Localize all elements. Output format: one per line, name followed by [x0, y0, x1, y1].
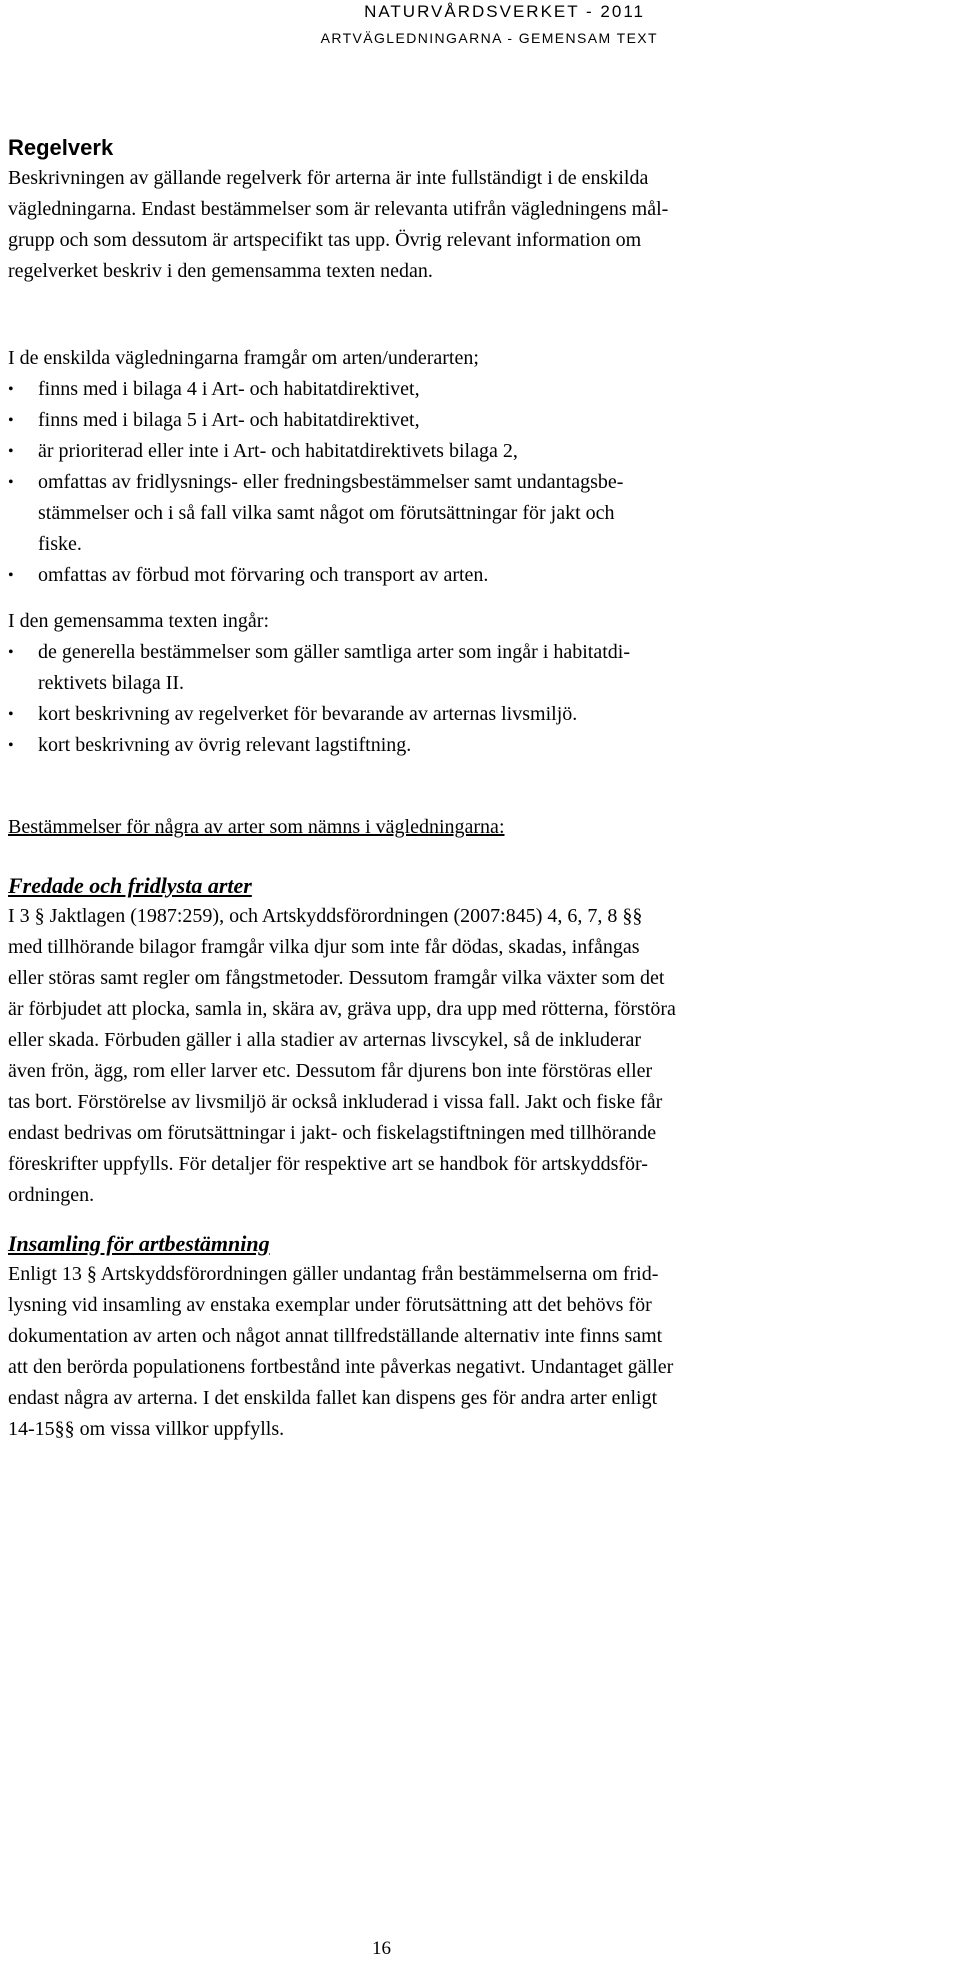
bullet-icon: • [8, 737, 14, 754]
bullet-icon: • [8, 706, 14, 723]
insamling-line: 14-15§§ om vissa villkor uppfylls. [8, 1418, 285, 1440]
fredade-line: är förbjudet att plocka, samla in, skära av, gräva upp, dra upp med rötterna, förstöra [8, 998, 676, 1020]
bestammelser-heading: Bestämmelser för några av arter som nämns i vägledningarna: [8, 816, 505, 838]
list-item [8, 374, 728, 405]
insamling-line: lysning vid insamling av enstaka exemplar under förutsättning att det behövs för [8, 1294, 652, 1316]
fredade-heading: Fredade och fridlysta arter [8, 873, 252, 898]
list-item-line: omfattas av fridlysnings- eller fredningsbestämmelser samt undantagsbe- [38, 471, 624, 493]
intro-paragraph [8, 163, 728, 287]
list1 [8, 374, 728, 591]
fredade-text [8, 901, 728, 1211]
insamling-line: Enligt 13 § Artskyddsförordningen gäller undantag från bestämmelserna om frid- [8, 1263, 659, 1285]
bullet-icon: • [8, 443, 14, 460]
list2-title: I den gemensamma texten ingår: [8, 610, 270, 632]
insamling-line: dokumentation av arten och något annat tillfredställande alternativ inte finns samt [8, 1325, 663, 1347]
list-item-line: fiske. [38, 533, 82, 555]
fredade-line: eller störas samt regler om fångstmetoder. Dessutom framgår vilka växter som det [8, 967, 665, 989]
insamling-heading: Insamling för artbestämning [8, 1231, 270, 1256]
insamling-line: endast några av arterna. I det enskilda fallet kan dispens ges för andra arter enligt [8, 1387, 658, 1409]
list1-title: I de enskilda vägledningarna framgår om arten/underarten; [8, 347, 479, 369]
list1-block [8, 343, 728, 591]
insamling-line: att den berörda populationens fortbestånd inte påverkas negativt. Undantaget gäller [8, 1356, 674, 1378]
page-number: 16 [372, 1938, 391, 1959]
fredade-block [8, 870, 728, 1211]
list-item [8, 436, 728, 467]
bestammelser-block [8, 812, 728, 843]
list-item [8, 467, 728, 560]
bullet-icon: • [8, 381, 14, 398]
intro-line: vägledningarna. Endast bestämmelser som är relevanta utifrån vägledningens mål- [8, 198, 669, 220]
bullet-icon: • [8, 644, 14, 661]
list-item-line: kort beskrivning av övrig relevant lagstiftning. [38, 734, 412, 756]
list-item-line: rektivets bilaga II. [38, 672, 185, 694]
list-item-line: finns med i bilaga 4 i Art- och habitatdirektivet, [38, 378, 420, 400]
intro-line: Beskrivningen av gällande regelverk för arterna är inte fullständigt i de enskilda [8, 167, 649, 189]
fredade-line: även frön, ägg, rom eller larver etc. Dessutom får djurens bon inte förstöras eller [8, 1060, 653, 1082]
list-item-line: finns med i bilaga 5 i Art- och habitatdirektivet, [38, 409, 420, 431]
fredade-line: tas bort. Förstörelse av livsmiljö är också inkluderad i vissa fall. Jakt och fiske får [8, 1091, 663, 1113]
list-item [8, 730, 728, 761]
fredade-line: endast bedrivas om förutsättningar i jakt- och fiskelagstiftningen med tillhörande [8, 1122, 657, 1144]
intro-line: grupp och som dessutom är artspecifikt tas upp. Övrig relevant information om [8, 229, 642, 251]
header-subtitle: ARTVÄGLEDNINGARNA - GEMENSAM TEXT [320, 30, 658, 46]
list-item-line: stämmelser och i så fall vilka samt något om förutsättningar för jakt och [38, 502, 615, 524]
intro-line: regelverket beskriv i den gemensamma texten nedan. [8, 260, 433, 282]
bullet-icon: • [8, 474, 14, 491]
fredade-line: eller skada. Förbuden gäller i alla stadier av arternas livscykel, så de inkluderar [8, 1029, 642, 1051]
list-item-line: de generella bestämmelser som gäller samtliga arter som ingår i habitatdi- [38, 641, 631, 663]
fredade-line: med tillhörande bilagor framgår vilka djur som inte får dödas, skadas, infångas [8, 936, 640, 958]
fredade-line: föreskrifter uppfylls. För detaljer för respektive art se handbok för artskyddsför- [8, 1153, 648, 1175]
list2 [8, 637, 728, 761]
list2-block [8, 606, 728, 761]
insamling-text [8, 1259, 728, 1445]
list-item-line: omfattas av förbud mot förvaring och transport av arten. [38, 564, 489, 586]
list-item [8, 699, 728, 730]
list-item-line: kort beskrivning av regelverket för bevarande av arternas livsmiljö. [38, 703, 578, 725]
list-item [8, 560, 728, 591]
fredade-line: I 3 § Jaktlagen (1987:259), och Artskyddsförordningen (2007:845) 4, 6, 7, 8 §§ [8, 905, 643, 927]
list-item-line: är prioriterad eller inte i Art- och habitatdirektivets bilaga 2, [38, 440, 518, 462]
list-item [8, 637, 728, 699]
insamling-block [8, 1228, 728, 1445]
header-title: NATURVÅRDSVERKET - 2011 [364, 2, 645, 21]
list-item [8, 405, 728, 436]
bullet-icon: • [8, 412, 14, 429]
bullet-icon: • [8, 567, 14, 584]
section-heading-regelverk: Regelverk [8, 135, 114, 160]
fredade-line: ordningen. [8, 1184, 95, 1206]
